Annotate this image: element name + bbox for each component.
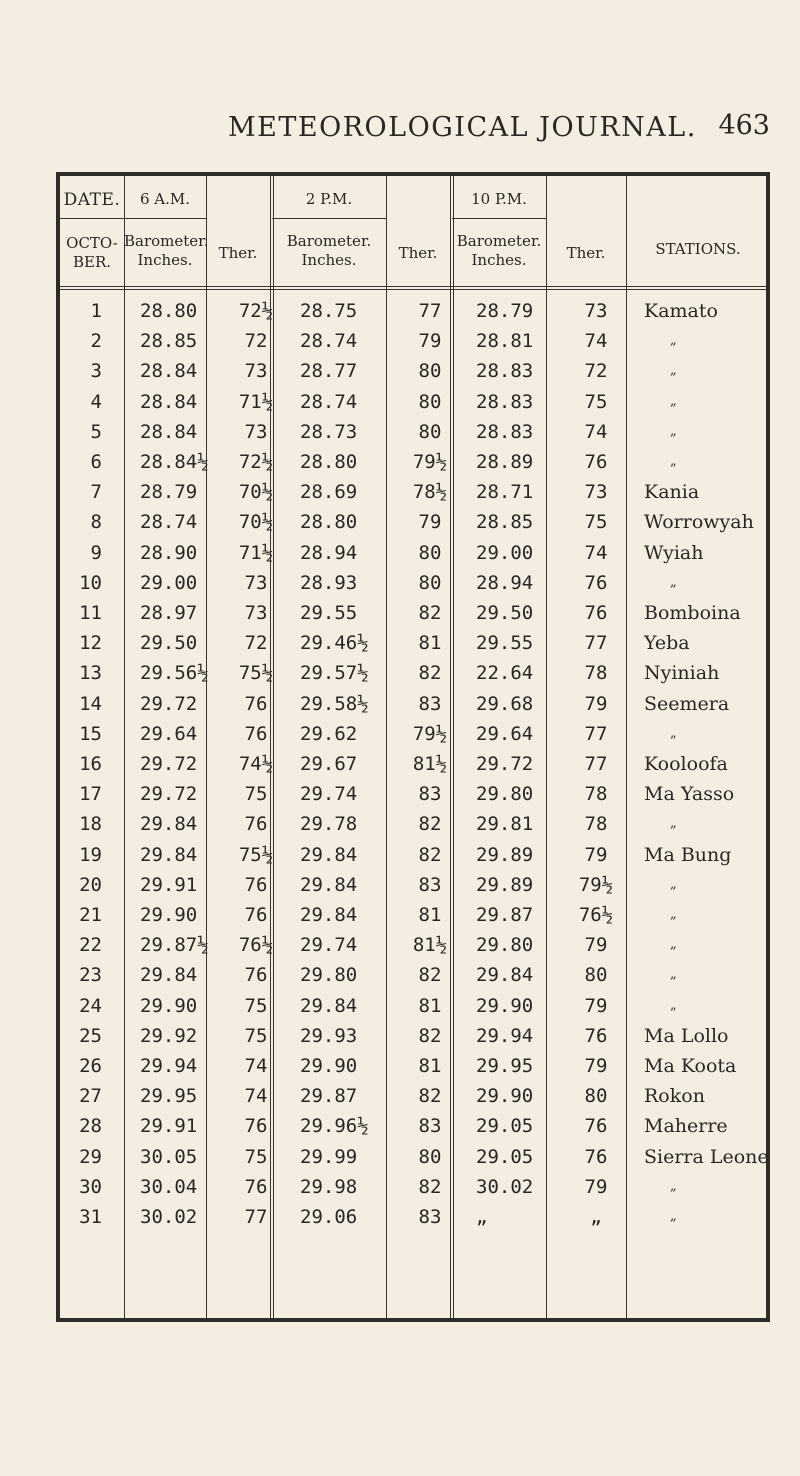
ther-2pm-cell: 81	[418, 994, 442, 1017]
barometer-2pm-cell: 29.80	[300, 964, 358, 987]
ther-2pm-cell: 79½	[412, 451, 448, 473]
ther-2pm-cell: 83	[418, 1115, 442, 1138]
rule-under-date	[60, 218, 124, 219]
header-stations: STATIONS.	[655, 240, 741, 258]
ther-10pm-cell: 73	[584, 481, 608, 504]
date-cell: 25	[79, 1024, 102, 1047]
station-cell: Ma Bung	[644, 843, 732, 866]
barometer-10pm-cell: 29.95	[476, 1055, 534, 1077]
station-cell: „	[670, 937, 677, 953]
ther-6am-cell: 73	[244, 602, 268, 624]
date-cell: 21	[79, 904, 102, 926]
date-cell: 8	[90, 511, 102, 534]
ther-6am-cell: 76	[244, 1115, 268, 1138]
header-barometer-6am-line2: Inches.	[137, 250, 193, 269]
ther-2pm-cell: 82	[418, 1175, 442, 1198]
barometer-10pm-cell: 29.89	[476, 873, 534, 896]
ther-10pm-cell: 80	[584, 1085, 608, 1108]
station-cell: „	[670, 333, 677, 349]
barometer-2pm-cell: 29.90	[300, 1055, 358, 1077]
date-cell: 18	[79, 813, 102, 836]
ther-2pm-cell: 77	[418, 300, 442, 322]
date-cell: 2	[90, 330, 102, 353]
ther-2pm-cell: 80	[418, 390, 442, 413]
ther-2pm-cell: 83	[418, 1206, 442, 1228]
date-cell: 19	[79, 843, 102, 866]
barometer-6am-cell: 28.84	[140, 390, 198, 413]
barometer-6am-cell: 28.74	[140, 511, 198, 534]
header-barometer-2pm-line1: Barometer.	[286, 232, 372, 250]
barometer-10pm-cell: 28.81	[476, 330, 534, 353]
barometer-10pm-cell: 28.71	[476, 481, 534, 504]
date-cell: 20	[79, 873, 102, 896]
ther-10pm-cell: 77	[584, 753, 608, 775]
date-cell: 6	[90, 451, 102, 473]
rule-under-headers	[60, 286, 766, 290]
barometer-10pm-cell: 29.89	[476, 843, 534, 866]
barometer-2pm-cell: 28.73	[300, 420, 358, 443]
ther-10pm-cell: 75	[584, 511, 608, 534]
ther-6am-cell: 76	[244, 873, 268, 896]
barometer-6am-cell: 29.84	[140, 964, 198, 987]
barometer-2pm-cell: 28.80	[300, 451, 358, 473]
barometer-2pm-cell: 29.62	[300, 722, 358, 745]
barometer-10pm-cell: 29.84	[476, 964, 534, 987]
ther-6am-cell: 73	[244, 420, 268, 443]
station-cell: „	[670, 725, 677, 741]
ther-10pm-cell: 78	[584, 783, 608, 806]
ther-6am-cell: 72½	[238, 451, 274, 473]
barometer-6am-cell: 30.04	[140, 1175, 198, 1198]
barometer-6am-cell: 29.72	[140, 783, 198, 806]
ther-10pm-cell: 73	[584, 300, 608, 322]
ther-6am-cell: 76	[244, 964, 268, 987]
barometer-6am-cell: 29.92	[140, 1024, 198, 1047]
barometer-2pm-cell: 29.84	[300, 994, 358, 1017]
ther-10pm-cell: 74	[584, 541, 608, 564]
station-cell: Ma Yasso	[644, 783, 735, 806]
barometer-6am-cell: 29.90	[140, 994, 198, 1017]
barometer-2pm-cell: 29.84	[300, 904, 358, 926]
rule-after-bar-6am	[206, 176, 207, 1318]
ther-2pm-cell: 81½	[412, 934, 448, 957]
station-cell: „	[670, 363, 677, 379]
barometer-6am-cell: 29.91	[140, 1115, 198, 1138]
ther-6am-cell: 71½	[238, 390, 274, 413]
ther-2pm-cell: 78½	[412, 481, 448, 504]
ther-2pm-cell: 80	[418, 360, 442, 383]
ther-10pm-cell: 76	[584, 602, 608, 624]
ther-2pm-cell: 79	[418, 511, 442, 534]
ther-10pm-cell: 76	[584, 1145, 608, 1168]
barometer-10pm-cell: „	[476, 1206, 488, 1228]
ther-6am-cell: 76	[244, 904, 268, 926]
barometer-2pm-cell: 29.93	[300, 1024, 358, 1047]
header-2pm: 2 P.M.	[305, 190, 353, 208]
barometer-2pm-cell: 28.74	[300, 390, 358, 413]
header-october	[60, 234, 124, 272]
ther-10pm-cell: 76	[584, 571, 608, 594]
ther-6am-cell: 76	[244, 692, 268, 715]
barometer-6am-cell: 29.64	[140, 722, 198, 745]
rule-after-ther-10pm	[626, 176, 627, 1318]
ther-2pm-cell: 81	[418, 904, 442, 926]
ther-2pm-cell: 82	[418, 813, 442, 836]
rule-under-6am	[124, 218, 206, 219]
header-barometer-10pm-line1: Barometer.	[456, 232, 542, 250]
header-6am: 6 A.M.	[139, 190, 191, 208]
ther-6am-cell: 71½	[238, 541, 274, 564]
barometer-2pm-cell: 28.80	[300, 511, 358, 534]
barometer-2pm-cell: 29.96½	[300, 1115, 369, 1138]
ther-10pm-cell: 77	[584, 722, 608, 745]
rule-under-2pm	[272, 218, 386, 219]
barometer-2pm-cell: 29.06	[300, 1206, 358, 1228]
barometer-6am-cell: 29.90	[140, 904, 198, 926]
header-10pm: 10 P.M.	[471, 190, 527, 208]
barometer-2pm-cell: 29.84	[300, 873, 358, 896]
ther-2pm-cell: 79	[418, 330, 442, 353]
barometer-6am-cell: 28.90	[140, 541, 198, 564]
header-ther-2pm: Ther.	[398, 244, 438, 262]
barometer-2pm-cell: 29.74	[300, 783, 358, 806]
station-cell: Worrowyah	[644, 511, 754, 534]
station-cell: Kamato	[644, 300, 718, 322]
ther-6am-cell: 76½	[238, 934, 274, 957]
ther-10pm-cell: 79	[584, 843, 608, 866]
barometer-10pm-cell: 28.83	[476, 390, 534, 413]
date-cell: 22	[79, 934, 102, 957]
barometer-10pm-cell: 29.80	[476, 934, 534, 957]
barometer-10pm-cell: 28.83	[476, 420, 534, 443]
ther-10pm-cell: 76½	[578, 904, 614, 926]
ther-10pm-cell: 79	[584, 934, 608, 957]
ther-6am-cell: 72	[244, 632, 268, 655]
ther-6am-cell: 74	[244, 1055, 268, 1077]
barometer-6am-cell: 29.72	[140, 692, 198, 715]
ther-6am-cell: 75½	[238, 843, 274, 866]
date-cell: 17	[79, 783, 102, 806]
ther-10pm-cell: 79	[584, 994, 608, 1017]
page-number: 463	[718, 110, 770, 141]
barometer-10pm-cell: 29.05	[476, 1145, 534, 1168]
date-cell: 28	[79, 1115, 102, 1138]
ther-10pm-cell: 74	[584, 420, 608, 443]
station-cell: „	[670, 967, 677, 983]
date-cell: 30	[79, 1175, 102, 1198]
date-cell: 31	[79, 1206, 102, 1228]
header-barometer-6am-line1: Barometer.	[124, 232, 209, 250]
date-cell: 11	[79, 602, 102, 624]
date-cell: 27	[79, 1085, 102, 1108]
ther-6am-cell: 76	[244, 1175, 268, 1198]
barometer-2pm-cell: 28.93	[300, 571, 358, 594]
ther-10pm-cell: 76	[584, 1115, 608, 1138]
ther-6am-cell: 74½	[238, 753, 274, 775]
barometer-2pm-cell: 28.77	[300, 360, 358, 383]
header-barometer-6am	[124, 232, 209, 270]
date-cell: 29	[79, 1145, 102, 1168]
header-ther-6am: Ther.	[218, 244, 258, 262]
barometer-10pm-cell: 29.90	[476, 994, 534, 1017]
barometer-6am-cell: 29.84	[140, 843, 198, 866]
barometer-6am-cell: 28.79	[140, 481, 198, 504]
station-cell: Kania	[644, 481, 700, 504]
station-cell: „	[670, 816, 677, 832]
barometer-6am-cell: 29.95	[140, 1085, 198, 1108]
ther-10pm-cell: 76	[584, 1024, 608, 1047]
ther-2pm-cell: 82	[418, 964, 442, 987]
barometer-2pm-cell: 29.58½	[300, 692, 369, 715]
date-cell: 1	[90, 300, 102, 322]
station-cell: „	[670, 423, 677, 439]
barometer-10pm-cell: 30.02	[476, 1175, 534, 1198]
ther-10pm-cell: 76	[584, 451, 608, 473]
barometer-2pm-cell: 28.94	[300, 541, 358, 564]
ther-2pm-cell: 82	[418, 602, 442, 624]
barometer-10pm-cell: 28.89	[476, 451, 534, 473]
rule-after-bar-10pm	[546, 176, 547, 1318]
station-cell: „	[670, 574, 677, 590]
station-cell: „	[670, 876, 677, 892]
barometer-10pm-cell: 29.94	[476, 1024, 534, 1047]
ther-10pm-cell: 79½	[578, 873, 614, 896]
ther-6am-cell: 76	[244, 722, 268, 745]
station-cell: „	[670, 393, 677, 409]
ther-2pm-cell: 80	[418, 571, 442, 594]
station-cell: „	[670, 1209, 677, 1224]
ther-2pm-cell: 80	[418, 541, 442, 564]
barometer-10pm-cell: 29.68	[476, 692, 534, 715]
barometer-6am-cell: 28.85	[140, 330, 198, 353]
date-cell: 16	[79, 753, 102, 775]
barometer-6am-cell: 28.80	[140, 300, 198, 322]
header-barometer-10pm-line2: Inches.	[471, 250, 527, 269]
barometer-2pm-cell: 29.84	[300, 843, 358, 866]
barometer-10pm-cell: 29.87	[476, 904, 534, 926]
ther-10pm-cell: 79	[584, 1055, 608, 1077]
barometer-6am-cell: 30.05	[140, 1145, 198, 1168]
header-barometer-2pm	[272, 232, 386, 270]
barometer-10pm-cell: 29.00	[476, 541, 534, 564]
station-cell: Seemera	[644, 692, 730, 715]
station-cell: „	[670, 454, 677, 469]
header-barometer-10pm	[452, 232, 546, 270]
barometer-10pm-cell: 29.90	[476, 1085, 534, 1108]
station-cell: Ma Koota	[644, 1055, 737, 1077]
ther-6am-cell: 70½	[238, 481, 274, 504]
barometer-2pm-cell: 28.75	[300, 300, 358, 322]
ther-6am-cell: 75	[244, 994, 268, 1017]
barometer-10pm-cell: 29.80	[476, 783, 534, 806]
barometer-10pm-cell: 29.50	[476, 602, 534, 624]
date-cell: 24	[79, 994, 102, 1017]
ther-6am-cell: 70½	[238, 511, 274, 534]
barometer-2pm-cell: 28.74	[300, 330, 358, 353]
ther-6am-cell: 72½	[238, 300, 274, 322]
ther-10pm-cell: 78	[584, 813, 608, 836]
station-cell: Bomboina	[644, 602, 741, 624]
header-ther-10pm: Ther.	[566, 244, 606, 262]
ther-6am-cell: 76	[244, 813, 268, 836]
barometer-6am-cell: 29.72	[140, 753, 198, 775]
barometer-2pm-cell: 29.57½	[300, 662, 369, 685]
barometer-6am-cell: 29.91	[140, 873, 198, 896]
barometer-6am-cell: 29.87½	[140, 934, 209, 957]
barometer-6am-cell: 28.84	[140, 420, 198, 443]
ther-10pm-cell: 72	[584, 360, 608, 383]
station-cell: Sierra Leone	[644, 1145, 769, 1168]
ther-6am-cell: 73	[244, 360, 268, 383]
header-october-line2: BER.	[72, 252, 112, 271]
barometer-2pm-cell: 29.87	[300, 1085, 358, 1108]
ther-2pm-cell: 82	[418, 1024, 442, 1047]
rule-after-date	[124, 176, 125, 1318]
ther-2pm-cell: 80	[418, 420, 442, 443]
ther-2pm-cell: 83	[418, 873, 442, 896]
ther-10pm-cell: 79	[584, 1175, 608, 1198]
ther-6am-cell: 75	[244, 783, 268, 806]
barometer-10pm-cell: 28.83	[476, 360, 534, 383]
barometer-10pm-cell: 29.55	[476, 632, 534, 655]
station-cell: „	[670, 997, 677, 1013]
barometer-6am-cell: 29.84	[140, 813, 198, 836]
header-barometer-2pm-line2: Inches.	[301, 250, 357, 269]
date-cell: 13	[79, 662, 102, 685]
barometer-6am-cell: 29.56½	[140, 662, 209, 685]
date-cell: 9	[90, 541, 102, 564]
barometer-2pm-cell: 29.55	[300, 602, 358, 624]
ther-6am-cell: 75	[244, 1024, 268, 1047]
ther-10pm-cell: 77	[584, 632, 608, 655]
barometer-6am-cell: 28.97	[140, 602, 198, 624]
station-cell: Nyiniah	[644, 662, 720, 685]
date-cell: 12	[79, 632, 102, 655]
barometer-10pm-cell: 29.81	[476, 813, 534, 836]
rule-after-bar-2pm	[386, 176, 387, 1318]
barometer-10pm-cell: 28.94	[476, 571, 534, 594]
date-cell: 5	[90, 420, 102, 443]
barometer-10pm-cell: 29.64	[476, 722, 534, 745]
barometer-2pm-cell: 28.69	[300, 481, 358, 504]
ther-6am-cell: 77	[244, 1206, 268, 1228]
ther-2pm-cell: 80	[418, 1145, 442, 1168]
running-title: METEOROLOGICAL JOURNAL.	[228, 112, 697, 143]
ther-10pm-cell: 80	[584, 964, 608, 987]
ther-6am-cell: 75	[244, 1145, 268, 1168]
barometer-6am-cell: 29.94	[140, 1055, 198, 1077]
ther-2pm-cell: 81	[418, 632, 442, 655]
barometer-6am-cell: 30.02	[140, 1206, 198, 1228]
ther-10pm-cell: 75	[584, 390, 608, 413]
date-cell: 3	[90, 360, 102, 383]
station-cell: Yeba	[644, 632, 690, 655]
date-cell: 4	[90, 390, 102, 413]
ther-10pm-cell: „	[590, 1206, 602, 1228]
station-cell: Wyiah	[644, 541, 704, 564]
station-cell: Maherre	[644, 1115, 728, 1138]
barometer-10pm-cell: 29.72	[476, 753, 534, 775]
barometer-6am-cell: 29.00	[140, 571, 198, 594]
barometer-6am-cell: 28.84	[140, 360, 198, 383]
date-cell: 10	[79, 571, 102, 594]
station-cell: Kooloofa	[644, 753, 728, 775]
ther-2pm-cell: 82	[418, 662, 442, 685]
ther-2pm-cell: 82	[418, 843, 442, 866]
station-cell: „	[670, 907, 677, 922]
barometer-10pm-cell: 28.85	[476, 511, 534, 534]
ther-2pm-cell: 81	[418, 1055, 442, 1077]
date-cell: 23	[79, 964, 102, 987]
barometer-10pm-cell: 28.79	[476, 300, 534, 322]
ther-6am-cell: 74	[244, 1085, 268, 1108]
station-cell: „	[670, 1178, 677, 1194]
ther-6am-cell: 72	[244, 330, 268, 353]
ther-6am-cell: 75½	[238, 662, 274, 685]
barometer-2pm-cell: 29.99	[300, 1145, 358, 1168]
station-cell: Rokon	[644, 1085, 705, 1108]
ther-2pm-cell: 83	[418, 692, 442, 715]
date-cell: 14	[79, 692, 102, 715]
ther-2pm-cell: 83	[418, 783, 442, 806]
ther-2pm-cell: 81½	[412, 753, 448, 775]
barometer-6am-cell: 29.50	[140, 632, 198, 655]
ther-6am-cell: 73	[244, 571, 268, 594]
barometer-2pm-cell: 29.74	[300, 934, 358, 957]
page-header	[0, 112, 800, 152]
station-cell: Ma Lollo	[644, 1024, 729, 1047]
ther-2pm-cell: 79½	[412, 722, 448, 745]
barometer-2pm-cell: 29.67	[300, 753, 358, 775]
barometer-10pm-cell: 29.05	[476, 1115, 534, 1138]
barometer-10pm-cell: 22.64	[476, 662, 534, 685]
barometer-2pm-cell: 29.46½	[300, 632, 369, 655]
barometer-2pm-cell: 29.98	[300, 1175, 358, 1198]
date-cell: 26	[79, 1055, 102, 1077]
meteorological-table	[56, 172, 770, 1322]
ther-2pm-cell: 82	[418, 1085, 442, 1108]
date-cell: 15	[79, 722, 102, 745]
ther-10pm-cell: 79	[584, 692, 608, 715]
ther-10pm-cell: 78	[584, 662, 608, 685]
date-cell: 7	[90, 481, 102, 504]
ther-10pm-cell: 74	[584, 330, 608, 353]
rule-under-10pm	[452, 218, 546, 219]
header-october-line1: OCTO-	[66, 234, 118, 252]
barometer-6am-cell: 28.84½	[140, 451, 209, 473]
barometer-2pm-cell: 29.78	[300, 813, 358, 836]
header-date: DATE.	[63, 190, 121, 210]
